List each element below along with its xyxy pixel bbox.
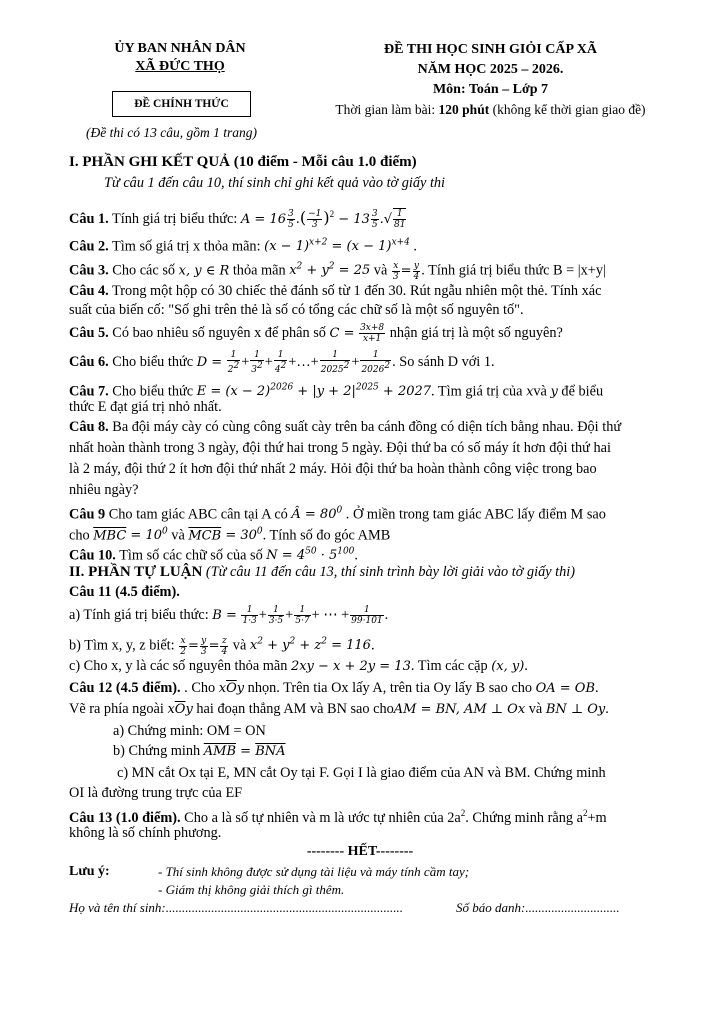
question-5: Câu 5. Có bao nhiêu số nguyên x để phân số C = $\frac{3x+8}{x+1}$ nhận giá trị là một số nguyên? <box>69 323 563 345</box>
official-label: ĐỀ CHÍNH THỨC <box>134 98 229 110</box>
question-12c-line2: OI là đường trung trực của EF <box>69 785 243 801</box>
part2-heading: II. PHẦN TỰ LUẬN (Từ câu 11 đến câu 13, thí sinh trình bày lời giải vào tờ giấy thi) <box>69 564 575 580</box>
question-8-line4: nhiêu ngày? <box>69 482 139 498</box>
question-12c: c) MN cắt Ox tại E, MN cắt Oy tại F. Gọi I là giao điểm của AN và BM. Chứng minh <box>117 765 606 781</box>
part1-instruction: Từ câu 1 đến câu 10, thí sinh chỉ ghi kết quả vào tờ giấy thi <box>104 175 446 191</box>
question-8-line3: là 2 máy, đội thứ 2 ít hơn đội thứ nhất 2 máy. Hỏi đội thứ ba hoàn thành công việc trong bao <box>69 461 597 477</box>
time-line: Thời gian làm bài: 120 phút (không kể thời gian giao đề) <box>335 102 646 117</box>
question-11c: c) Cho x, y là các số nguyên thỏa mãn 2xy − x + 2y = 13. Tìm các cặp (x, y). <box>69 658 528 674</box>
question-13: Câu 13 (1.0 điểm). Cho a là số tự nhiên và m là ước tự nhiên của $2a^2$. Chứng minh rằng $a^2+m$ <box>69 808 607 826</box>
question-12: Câu 12 (4.5 điểm). . Cho $x\overline{O}y$ nhọn. Trên tia Ox lấy A, trên tia Oy lấy B sao cho OA = OB. <box>69 680 599 696</box>
question-11-label: Câu 11 (4.5 điểm). <box>69 584 180 600</box>
org-line2: XÃ ĐỨC THỌ <box>135 59 225 74</box>
end-marker: -------- HẾT-------- <box>306 844 414 859</box>
question-7: Câu 7. Cho biểu thức $E = (x - 2)^{2026} + |y + 2|^{2025} + 2027$. Tìm giá trị của xvà y để biểu <box>69 383 604 400</box>
note-label: Lưu ý: <box>69 864 110 879</box>
question-2: Câu 2. Tìm số giá trị x thỏa mãn: $(x - 1)^{x+2} = (x - 1)^{x+4}$ . <box>69 238 417 255</box>
question-11b: b) Tìm x, y, z biết: $\frac{x}{2}$ = $\frac{y}{3}$ = $\frac{z}{4}$ và $x^2 + y^2 + z^2 = 116$. <box>69 635 375 657</box>
question-3: Câu 3. Cho các số x, y ∈ R thỏa mãn $x^2 + y^2 = 25$ và $\frac{x}{3}$ = $\frac{y}{4}$ . Tính giá trị biểu thức B = |x+y| <box>69 260 606 282</box>
note-2: - Giám thị không giải thích gì thêm. <box>158 882 345 897</box>
question-4-line2: suất của biến cố: "Số ghi trên thẻ là số có tổng các chữ số là một số nguyên tố". <box>69 302 524 318</box>
subject: Môn: Toán – Lớp 7 <box>432 82 549 97</box>
question-8: Câu 8. Ba đội máy cày có cùng công suất cày trên ba cánh đồng có diện tích bằng nhau. Đội thứ <box>69 419 622 435</box>
question-13-line2: không là số chính phương. <box>69 825 222 841</box>
candidate-name-field: Họ và tên thí sinh:......................................................................... <box>69 900 404 915</box>
question-12a: a) Chứng minh: OM = ON <box>113 723 266 739</box>
note-1: - Thí sinh không được sử dụng tài liệu và máy tính cầm tay; <box>158 864 470 879</box>
question-7-line2: thức E đạt giá trị nhỏ nhất. <box>69 399 222 415</box>
school-year: NĂM HỌC 2025 – 2026. <box>417 62 564 77</box>
question-11a: a) Tính giá trị biểu thức: B = $\frac{1}{1\cdot 3}$ + $\frac{1}{3\cdot 5}$ + $\frac{1}{5\cdot 7}$ + ⋯ + $\frac{1}{99\cdot 101}$ . <box>69 605 389 627</box>
question-8-line2: nhất hoàn thành trong 3 ngày, đội thứ hai trong 5 ngày. Đội thứ ba có số máy ít hơn đội thứ hai <box>69 440 611 456</box>
question-12b: b) Chứng minh $\overline{AMB} = \overline{BNA}$ <box>113 743 286 759</box>
question-1: Câu 1. Tính giá trị biểu thức: A = 16 $\frac{3}{5}$ .( $\frac{-1}{3}$ )$^2$ − 13 $\frac{3}{5}$ .√ $\frac{1}{81}$ <box>69 207 406 231</box>
official-label-box <box>112 91 251 117</box>
candidate-id-field: Số báo danh:............................. <box>456 900 620 915</box>
exam-title: ĐỀ THI HỌC SINH GIỎI CẤP XÃ <box>384 42 597 57</box>
part1-heading: I. PHẦN GHI KẾT QUẢ (10 điểm - Mỗi câu 1.0 điểm) <box>69 154 417 170</box>
question-9-line2: cho $\overline{MBC} = 10^0$ và $\overline{MCB} = 30^0$. Tính số đo góc AMB <box>69 527 391 544</box>
question-12-line2: Vẽ ra phía ngoài $x\overline{O}y$ hai đoạn thẳng AM và BN sao choAM = BN, AM ⊥ Ox và BN ⊥ Oy. <box>69 701 609 717</box>
org-line1: ỦY BAN NHÂN DÂN <box>114 41 246 56</box>
question-6: Câu 6. Cho biểu thức D = $\frac{1}{2^2}$ + $\frac{1}{3^2}$ + $\frac{1}{4^2}$ +…+ $\frac{1}{2025^2}$ + $\frac{1}{2026^2}$ . So sánh D với 1. <box>69 350 495 376</box>
question-9: Câu 9 Cho tam giác ABC cân tại A có Â = $80^0$ . Ở miền trong tam giác ABC lấy điểm M sao <box>69 506 606 523</box>
page-note: (Đề thi có 13 câu, gồm 1 trang) <box>86 125 257 140</box>
question-10: Câu 10. Tìm số các chữ số của số $N = 4^{50} \cdot 5^{100}$. <box>69 547 358 564</box>
question-4: Câu 4. Trong một hộp có 30 chiếc thẻ đánh số từ 1 đến 30. Rút ngẫu nhiên một thẻ. Tính xác <box>69 283 602 299</box>
